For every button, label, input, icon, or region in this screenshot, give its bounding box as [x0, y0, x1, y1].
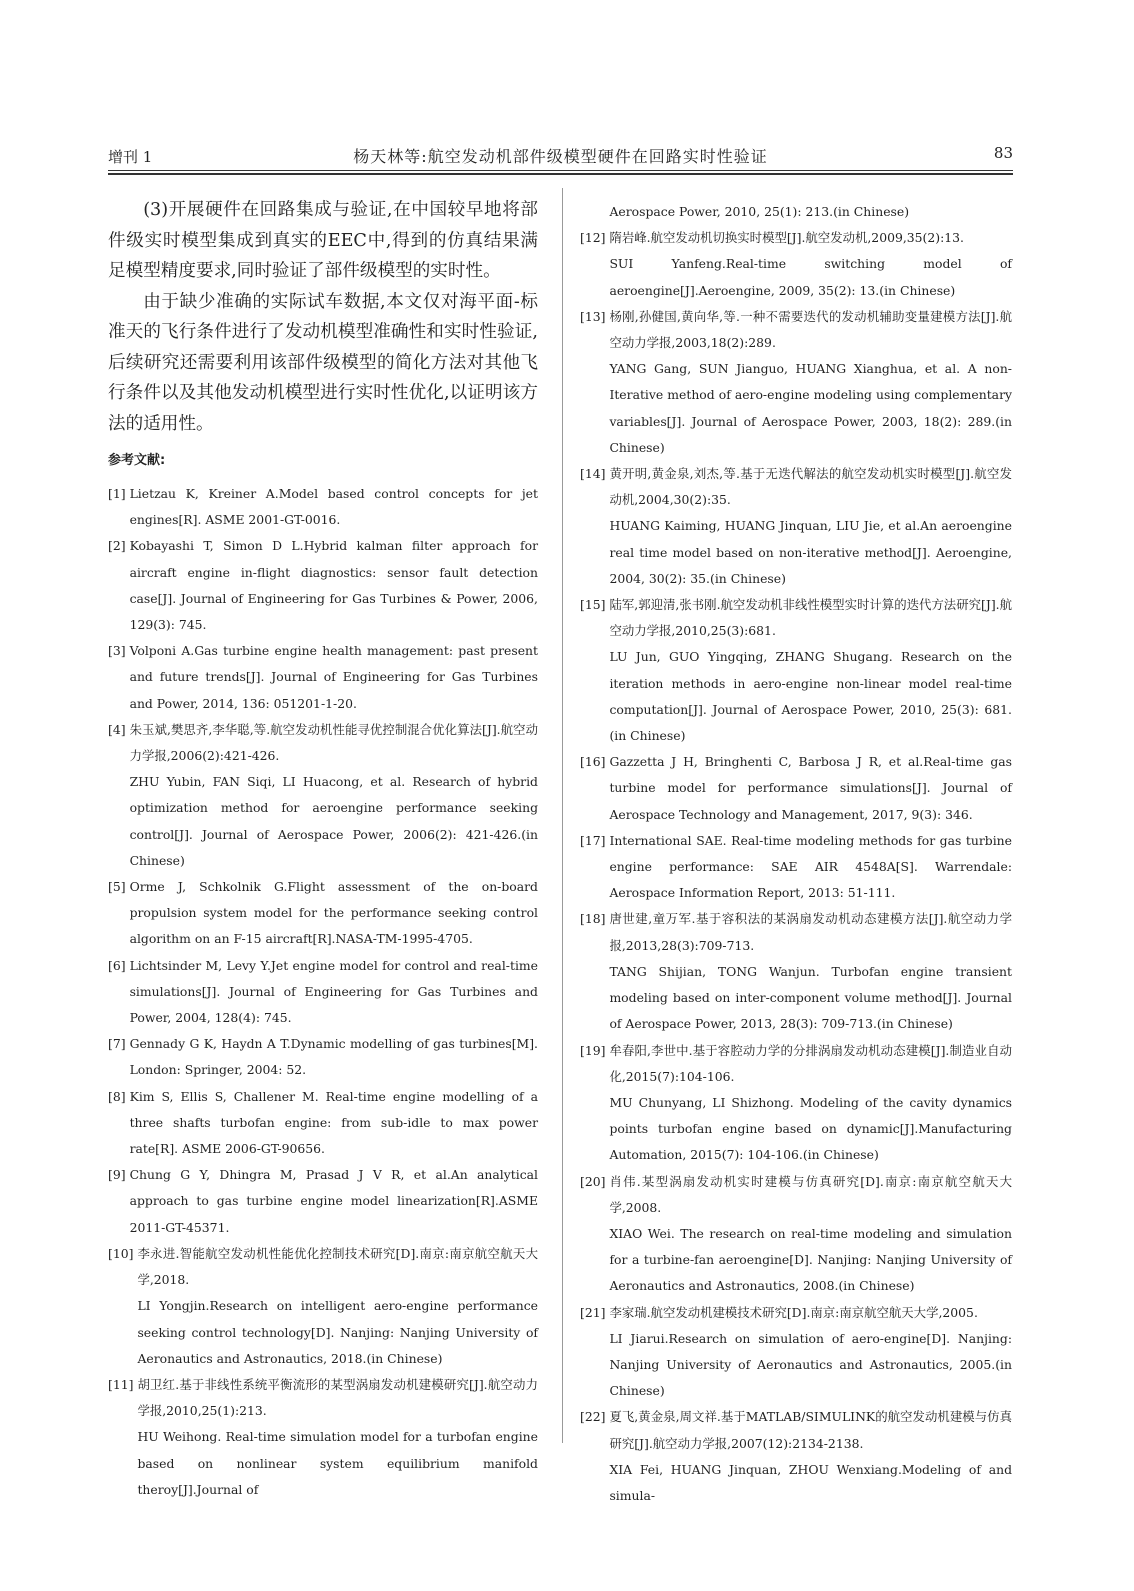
reference-english: HUANG Kaiming, HUANG Jinquan, LIU Jie, et al.An aeroengine real time model based on non-iterative method[J]. Aeroengine, 2004, 30(2): 35.(in Chinese) — [609, 518, 1012, 586]
reference-item — [580, 1300, 1012, 1405]
reference-english: SUI Yanfeng.Real-time switching model of aeroengine[J].Aeroengine, 2009, 35(2): 13.(in Chinese) — [609, 256, 1012, 298]
reference-english: XIAO Wei. The research on real-time modeling and simulation for a turbine-fan aeroengine[D]. Nanjing: Nanjing University of Aeronautics and Astronautics, 2008.(in Chinese) — [609, 1225, 1012, 1294]
reference-text: Volponi A.Gas turbine engine health management: past present and future trends[J]. Journal of Engineering for Gas Turbines and Power, 2014, 136: 051201-1-20. — [129, 643, 538, 711]
reference-text: 李家瑞.航空发动机建模技术研究[D].南京:南京航空航天大学,2005. — [609, 1304, 978, 1320]
reference-text: Kobayashi T, Simon D L.Hybrid kalman filter approach for aircraft engine in-flight diagnostics: sensor fault detection case[J]. Journal of Engineering for Gas Turbines & Power, 2006, 129(3): 745. — [129, 538, 538, 633]
body-paragraph: (3)开展硬件在回路集成与验证,在中国较早地将部件级实时模型集成到真实的EEC中,得到的仿真结果满足模型精度要求,同时验证了部件级模型的实时性。 — [108, 200, 538, 281]
reference-item — [580, 1404, 1012, 1509]
reference-body — [137, 1372, 538, 1503]
reference-text: Lietzau K, Kreiner A.Model based control concepts for jet engines[R]. ASME 2001-GT-0016. — [129, 486, 538, 528]
reference-text: 胡卫红.基于非线性系统平衡流形的某型涡扇发动机建模研究[J].航空动力学报,2010,25(1):213. — [137, 1376, 538, 1419]
reference-body — [609, 304, 1012, 461]
reference-body — [130, 1084, 538, 1163]
reference-number: [1] — [108, 486, 126, 501]
reference-english: ZHU Yubin, FAN Siqi, LI Huacong, et al. Research of hybrid optimization method for aeroengine performance seeking control[J]. Journal of Aerospace Power, 2006(2): 421-426.(in Chinese) — [129, 774, 538, 868]
reference-number: [9] — [108, 1167, 126, 1183]
reference-number: [12] — [580, 230, 606, 246]
reference-item — [108, 953, 538, 1032]
reference-text: Gazzetta J H, Bringhenti C, Barbosa J R, et al.Real-time gas turbine model for performance simulations[J]. Journal of Aerospace Technology and Management, 2017, 9(3): 346. — [609, 754, 1012, 822]
reference-number: [4] — [108, 721, 126, 737]
reference-english: TANG Shijian, TONG Wanjun. Turbofan engine transient modeling based on inter-component volume method[J]. Journal of Aerospace Power, 2013, 28(3): 709-713.(in Chinese) — [609, 963, 1012, 1032]
reference-item — [108, 717, 538, 874]
reference-item — [580, 461, 1012, 592]
reference-number: [17] — [580, 832, 606, 848]
reference-number: [11] — [108, 1376, 134, 1392]
reference-body — [130, 1162, 538, 1241]
reference-item — [580, 749, 1012, 828]
reference-item — [580, 828, 1012, 907]
reference-text: Kim S, Ellis S, Challener M. Real-time engine modelling of a three shafts turbofan engine: from sub-idle to max power rate[R]. ASME 2006-GT-90656. — [129, 1088, 538, 1157]
reference-item — [108, 1241, 538, 1372]
reference-item — [580, 304, 1012, 461]
reference-number: [8] — [108, 1088, 126, 1104]
reference-body — [609, 225, 1012, 304]
references-list-right — [580, 225, 1012, 1509]
reference-body — [609, 1169, 1012, 1300]
reference-number: [14] — [580, 466, 606, 482]
reference-body — [609, 906, 1012, 1037]
reference-body — [609, 1038, 1012, 1169]
reference-number: [15] — [580, 597, 606, 613]
reference-text: 黄开明,黄金泉,刘杰,等.基于无迭代解法的航空发动机实时模型[J].航空发动机,2004,30(2):35. — [609, 466, 1012, 508]
references-heading: 参考文献: — [108, 453, 166, 468]
reference-text: 朱玉斌,樊思齐,李华聪,等.航空发动机性能寻优控制混合优化算法[J].航空动力学报,2006(2):421-426. — [129, 721, 538, 764]
reference-body — [130, 481, 538, 533]
reference-item — [580, 1169, 1012, 1300]
reference-body — [130, 533, 538, 638]
reference-item — [108, 1084, 538, 1163]
reference-text: Orme J, Schkolnik G.Flight assessment of the on-board propulsion system model for the performance seeking control algorithm on an F-15 aircraft[R].NASA-TM-1995-4705. — [129, 879, 538, 947]
reference-number: [6] — [108, 957, 126, 973]
reference-english: LI Jiarui.Research on simulation of aero-engine[D]. Nanjing: Nanjing University of Aeronautics and Astronautics, 2005.(in Chinese) — [609, 1330, 1012, 1399]
reference-item — [108, 874, 538, 953]
reference-body — [609, 1300, 1012, 1405]
reference-number: [19] — [580, 1042, 606, 1058]
reference-item — [580, 592, 1012, 749]
reference-body — [130, 953, 538, 1032]
reference-continuation-text: Aerospace Power, 2010, 25(1): 213.(in Chinese) — [609, 204, 910, 219]
page-number: 83 — [993, 144, 1013, 162]
reference-body — [609, 592, 1012, 749]
reference-item — [108, 1162, 538, 1241]
reference-number: [7] — [108, 1036, 126, 1052]
reference-number: [10] — [108, 1245, 134, 1261]
reference-number: [18] — [580, 911, 606, 927]
reference-english: MU Chunyang, LI Shizhong. Modeling of the cavity dynamics points turbofan engine based on dynamic[J].Manufacturing Automation, 2015(7): 104-106.(in Chinese) — [609, 1094, 1012, 1163]
reference-item — [108, 481, 538, 533]
reference-english: LU Jun, GUO Yingqing, ZHANG Shugang. Research on the iteration methods in aero-engine non-linear model real-time computation[J]. Journal of Aerospace Power, 2010, 25(3): 681.(in Chinese) — [609, 649, 1012, 744]
reference-item — [580, 1038, 1012, 1169]
reference-text: Lichtsinder M, Levy Y.Jet engine model for control and real-time simulations[J]. Journal of Engineering for Gas Turbines and Power, 2004, 128(4): 745. — [129, 957, 538, 1026]
reference-number: [2] — [108, 538, 126, 554]
reference-item — [108, 1031, 538, 1083]
reference-text: 唐世建,童万军.基于容积法的某涡扇发动机动态建模方法[J].航空动力学报,2013,28(3):709-713. — [609, 911, 1012, 953]
reference-number: [21] — [580, 1304, 606, 1320]
reference-number: [5] — [108, 879, 126, 895]
reference-number: [22] — [580, 1409, 606, 1425]
reference-continuation — [580, 199, 1012, 225]
reference-item — [108, 638, 538, 717]
reference-item — [108, 1372, 538, 1503]
reference-text: 隋岩峰.航空发动机切换实时模型[J].航空发动机,2009,35(2):13. — [609, 230, 964, 246]
reference-item — [108, 533, 538, 638]
reference-body — [609, 1404, 1012, 1509]
reference-text: 陆军,郭迎清,张书刚.航空发动机非线性模型实时计算的迭代方法研究[J].航空动力学报,2010,25(3):681. — [609, 597, 1012, 639]
reference-number: [3] — [108, 643, 126, 659]
reference-english: XIA Fei, HUANG Jinquan, ZHOU Wenxiang.Modeling of and simula- — [609, 1461, 1012, 1503]
header-rule-thin — [108, 170, 1013, 171]
reference-body — [609, 828, 1012, 907]
reference-text: International SAE. Real-time modeling methods for gas turbine engine performance: SAE AIR 4548A[S]. Warrendale: Aerospace Information Report, 2013: 51-111. — [609, 832, 1012, 901]
reference-body — [130, 638, 538, 717]
body-paragraph: 由于缺少准确的实际试车数据,本文仅对海平面-标准天的飞行条件进行了发动机模型准确性和实时性验证,后续研究还需要利用该部件级模型的简化方法对其他飞行条件以及其他发动机模型进行实时性优化,以证明该方法的适用性。 — [108, 291, 538, 434]
reference-english: YANG Gang, SUN Jianguo, HUANG Xianghua, et al. A non-Iterative method of aero-engine modeling using complementary variables[J]. Journal of Aerospace Power, 2003, 18(2): 289.(in Chinese) — [609, 361, 1012, 455]
reference-item — [580, 906, 1012, 1037]
reference-english: HU Weihong. Real-time simulation model for a turbofan engine based on nonlinear system equilibrium manifold theroy[J].Journal of — [137, 1429, 538, 1497]
reference-body — [130, 1031, 538, 1083]
reference-text: 牟春阳,李世中.基于容腔动力学的分排涡扇发动机动态建模[J].制造业自动化,2015(7):104-106. — [609, 1042, 1012, 1084]
column-divider — [562, 188, 563, 1443]
reference-text: Gennady G K, Haydn A T.Dynamic modelling of gas turbines[M]. London: Springer, 2004: 52. — [129, 1036, 538, 1078]
right-column — [580, 199, 1012, 1509]
header-rule-thick — [108, 173, 1013, 175]
references-list-left — [108, 481, 538, 1503]
left-column — [108, 195, 538, 1503]
reference-body — [130, 717, 538, 874]
reference-number: [20] — [580, 1173, 606, 1189]
issue-label: 增刊 1 — [108, 148, 153, 166]
running-title: 杨天林等:航空发动机部件级模型硬件在回路实时性验证 — [353, 147, 768, 166]
reference-text: 李永进.智能航空发动机性能优化控制技术研究[D].南京:南京航空航天大学,2018. — [137, 1245, 538, 1288]
reference-text: 肖伟.某型涡扇发动机实时建模与仿真研究[D].南京:南京航空航天大学,2008. — [609, 1173, 1012, 1215]
reference-body — [137, 1241, 538, 1372]
reference-body — [609, 749, 1012, 828]
reference-item — [580, 225, 1012, 304]
reference-text: 杨刚,孙健国,黄向华,等.一种不需要迭代的发动机辅助变量建模方法[J].航空动力学报,2003,18(2):289. — [609, 308, 1012, 351]
page-header — [108, 140, 1013, 170]
reference-english: LI Yongjin.Research on intelligent aero-engine performance seeking control technology[D]. Nanjing: Nanjing University of Aeronautics and Astronautics, 2018.(in Chinese) — [137, 1298, 538, 1366]
reference-number: [16] — [580, 754, 606, 770]
reference-text: Chung G Y, Dhingra M, Prasad J V R, et al.An analytical approach to gas turbine engine model linearization[R].ASME 2011-GT-45371. — [129, 1167, 538, 1235]
reference-body — [130, 874, 538, 953]
reference-text: 夏飞,黄金泉,周文祥.基于MATLAB/SIMULINK的航空发动机建模与仿真研究[J].航空动力学报,2007(12):2134-2138. — [609, 1409, 1012, 1451]
reference-number: [13] — [580, 308, 606, 324]
reference-body — [609, 461, 1012, 592]
